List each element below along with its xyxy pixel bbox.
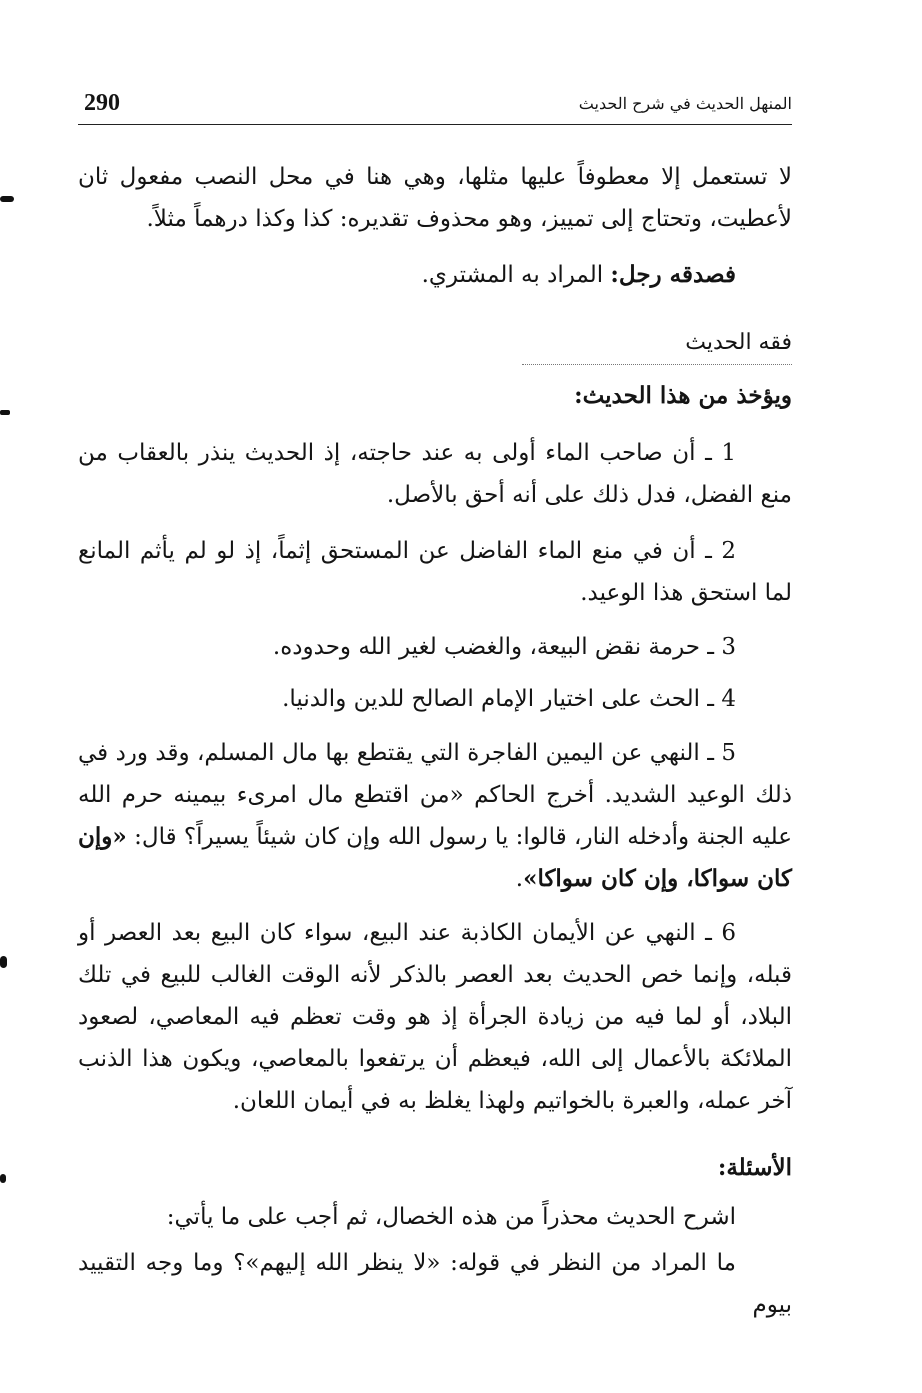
gloss-term: فصدقه رجل: <box>610 261 736 288</box>
item5-end: . <box>515 866 524 892</box>
section-title: فقه الحديث <box>522 328 792 365</box>
margin-mark <box>0 410 10 415</box>
intro-gloss <box>78 254 792 296</box>
questions-heading: الأسئلة: <box>717 1154 792 1181</box>
margin-mark <box>0 1174 6 1183</box>
fiqh-item-2: 2 ـ أن في منع الماء الفاضل عن المستحق إثماً، إذ لو لم يأثم المانع لما استحق هذا الوعيد. <box>78 538 792 606</box>
fiqh-heading: ويؤخذ من هذا الحديث: <box>574 382 792 409</box>
question-line-1: اشرح الحديث محذراً من هذه الخصال، ثم أجب على ما يأتي: <box>166 1204 736 1230</box>
item5-text: 5 ـ النهي عن اليمين الفاجرة التي يقتطع بها مال المسلم، وقد ورد في ذلك الوعيد الشديد. أخرج الحاكم «من اقتطع مال امرىء بيمينه حرم الله عليه الجنة وأدخله النار، قالوا: يا رسول الله وإن كان شيئاً يسيراً؟ قال: <box>78 740 792 850</box>
fiqh-item-5 <box>78 732 792 900</box>
intro-paragraph: لا تستعمل إلا معطوفاً عليها مثلها، وهي هنا في محل النصب مفعول ثان لأعطيت، وتحتاج إلى تمييز، وهو محذوف تقديره: كذا وكذا درهماً مثلاً. <box>78 164 792 232</box>
fiqh-item-3: 3 ـ حرمة نقض البيعة، والغضب لغير الله وحدوده. <box>272 634 736 660</box>
question-line-2: ما المراد من النظر في قوله: «لا ينظر الله إليهم»؟ وما وجه التقييد بيوم <box>78 1250 792 1318</box>
page-number: 290 <box>84 90 120 116</box>
fiqh-item-4: 4 ـ الحث على اختيار الإمام الصالح للدين والدنيا. <box>282 686 736 712</box>
hadith-quote: «وإن كان سواكا، وإن كان سواكا» <box>78 823 792 892</box>
gloss-text: المراد به المشتري. <box>421 262 611 288</box>
margin-mark <box>0 956 7 968</box>
running-header <box>78 88 792 125</box>
fiqh-item-1: 1 ـ أن صاحب الماء أولى به عند حاجته، إذ الحديث ينذر بالعقاب من منع الفضل، فدل ذلك على أنه أحق بالأصل. <box>78 440 792 508</box>
fiqh-item-6: 6 ـ النهي عن الأيمان الكاذبة عند البيع، سواء كان البيع بعد العصر أو قبله، وإنما خص الحديث بعد العصر بالذكر لأنه الوقت الغالب للبيع في تلك البلاد، أو لما فيه من زيادة الجرأة إذ هو وقت تعظم فيه المعاصي، لصعود الملائكة بالأعمال إلى الله، فيعظم أن يرتفعوا بالمعاصي، ويكون هذا الذنب آخر عمله، والعبرة بالخواتيم ولهذا يغلظ به في أيمان اللعان. <box>78 920 792 1114</box>
margin-mark <box>0 196 14 202</box>
running-head-title: المنهل الحديث في شرح الحديث <box>578 94 792 113</box>
